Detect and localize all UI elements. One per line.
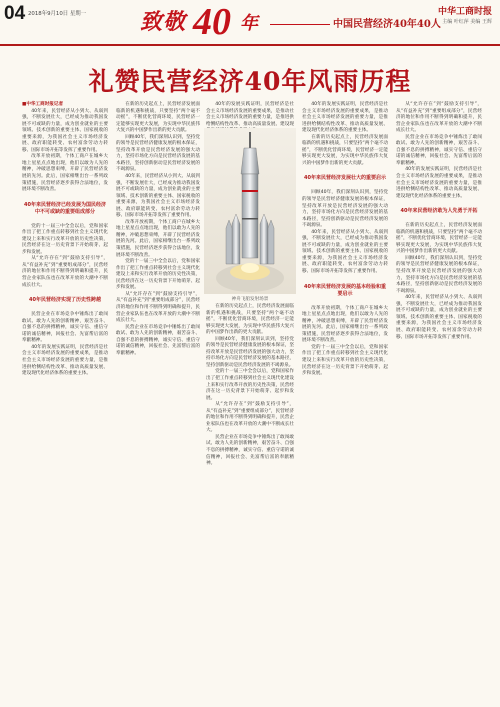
paragraph: 40年的发展实践证明，民营经济是社会主义市场经济发展的重要成果，是推动社会主义市场经济发展的重要力量，是推进供给侧结构性改革、推动高质量发展、建设现 (206, 102, 294, 127)
paragraph: 在新的历史起点上，民营经济发展面临新的机遇和挑战，只要坚持“两个毫不动摇”，不断优化营商环境，民营经济一定能够实现更大发展，为实现中华民族伟大复兴的中国梦作出新的更大贡献。 (206, 304, 294, 336)
paragraph: 回顾40年，我们深刻认识到，坚持党的领导是民营经济健康发展的根本保证，坚持改革开放是民营经济发展的强大动力，坚持市场化方向是民营经济发展的基本路径，坚持创新驱动是民营经济发展的不竭源泉。 (396, 255, 482, 294)
editor-credits: 主编 叶红萍 美编 王辉 (442, 19, 492, 25)
article-column-1 (22, 102, 108, 697)
paragraph: 从“允许存在”到“鼓励支持引导”，从“有益补充”到“重要组成部分”，民营经济的地位和作用不断得到明确和提升，民营企业家队伍也在改革开放的大潮中不断成长壮大。 (396, 102, 482, 134)
paragraph: 党的十一届三中全会以后，党和国家作出了把工作重点转移到社会主义现代化建设上来和实行改革开放的历史性决策，民营经济在这一历史背景下开始萌芽、起步和发展。 (302, 344, 388, 377)
rocket-icon (204, 128, 296, 294)
paragraph: 党的十一届三中全会以后，党和国家作出了把工作重点转移到社会主义现代化建设上来和实行改革开放的历史性决策，民营经济在这一历史背景下开始萌芽、起步和发展。 (22, 223, 108, 255)
paragraph: 回顾40年，我们深刻认识到，坚持党的领导是民营经济健康发展的根本保证，坚持改革开放是民营经济发展的强大动力，坚持市场化方向是民营经济发展的基本路径，坚持创新驱动是民营经济发展的不竭源泉。 (116, 134, 200, 173)
paragraph: 从“允许存在”到“鼓励支持引导”，从“有益补充”到“重要组成部分”，民营经济的地位和作用不断得到明确和提升，民营企业家队伍也在改革开放的大潮中不断成长壮大。 (206, 402, 294, 434)
paragraph: 40年来，民营经济从小到大、从弱到强，不断发展壮大，已经成为推动我国发展不可或缺的力量，成为创业就业的主要领域、技术创新的重要主体、国家税收的重要来源，为我国社会主义市场经济发展、政府职能转变、农村富余劳动力转移、国际市场开拓等发挥了重要作用。 (22, 108, 108, 153)
article-column-4 (302, 102, 388, 697)
column-subtitle: 中国民营经济40年40人 (270, 15, 441, 30)
paragraph: 回顾40年，我们深刻认识到，坚持党的领导是民营经济健康发展的根本保证，坚持改革开放是民营经济发展的强大动力，坚持市场化方向是民营经济发展的基本路径，坚持创新驱动是民营经济发展的不竭源泉。 (302, 190, 388, 229)
headline: 礼赞民营经济40年风雨历程 (88, 67, 412, 96)
sub-head: 40年民营经济实现了历史性跨越 (29, 297, 101, 304)
page-number: 04 (4, 3, 26, 24)
image-caption: 神舟飞船发射场景 (231, 297, 269, 302)
paragraph: 40年的发展实践证明，民营经济是社会主义市场经济发展的重要成果，是推动社会主义市场经济发展的重要力量，是推进供给侧结构性改革、推动高质量发展、建设现代化经济体系的重要主体。 (22, 344, 108, 377)
paragraph: 40年来，民营经济从小到大、从弱到强，不断发展壮大，已经成为推动我国发展不可或缺的力量，成为创业就业的主要领域、技术创新的重要主体、国家税收的重要来源，为我国社会主义市场经济发展、政府职能转变、农村富余劳动力转移、国际市场开拓等发挥了重要作用。 (396, 295, 482, 340)
paragraph: 民营企业在市场竞争中锤炼出了敢闯敢试、敢为人先的创新精神，艰苦奋斗、自强不息的拼搏精神，诚实守信、重信守诺的诚信精神，回报社会、先富帮后富的奉献精神。 (22, 312, 108, 344)
paragraph: 民营企业在市场竞争中锤炼出了敢闯敢试、敢为人先的创新精神，艰苦奋斗、自强不息的拼搏精神，诚实守信、重信守诺的诚信精神，回报社会、先富帮后富的奉献精神。 (396, 134, 482, 166)
paragraph: 从“允许存在”到“鼓励支持引导”，从“有益补充”到“重要组成部分”，民营经济的地位和作用不断得到明确和提升，民营企业家队伍也在改革开放的大潮中不断成长壮大。 (116, 291, 200, 324)
sub-head: 40年来民营经济已经发展为国民经济中不可或缺的重要组成部分 (24, 201, 106, 215)
article-column-2 (116, 102, 200, 697)
paragraph: 40年的发展实践证明，民营经济是社会主义市场经济发展的重要成果，是推动社会主义市场经济发展的重要力量，是推进供给侧结构性改革、推动高质量发展、建设现代化经济体系的重要主体。 (302, 102, 388, 134)
paragraph: 党的十一届三中全会以后，党和国家作出了把工作重点转移到社会主义现代化建设上来和实行改革开放的历史性决策，民营经济在这一历史背景下开始萌芽、起步和发展。 (206, 369, 294, 401)
paragraph: 40年来，民营经济从小到大、从弱到强，不断发展壮大，已经成为推动我国发展不可或缺的力量，成为创业就业的主要领域、技术创新的重要主体、国家税收的重要来源，为我国社会主义市场经济发展、政府职能转变、农村富余劳动力转移、国际市场开拓等发挥了重要作用。 (116, 174, 200, 219)
column-title-part1: 致敬 (140, 9, 187, 35)
rocket-illustration (204, 128, 296, 294)
paragraph: 在新的历史起点上，民营经济发展面临新的机遇和挑战，只要坚持“两个毫不动摇”，不断优化营商环境，民营经济一定能够实现更大发展，为实现中华民族伟大复兴的中国梦作出新的更大贡献。 (302, 134, 388, 166)
paragraph: 40年的发展实践证明，民营经济是社会主义市场经济发展的重要成果，是推动社会主义市场经济发展的重要力量，是推进供给侧结构性改革、推动高质量发展、建设现代化经济体系的重要主体。 (396, 167, 482, 199)
sub-head: 40年来民营经济发展壮大的重要启示 (304, 175, 386, 182)
paragraph: 从“允许存在”到“鼓励支持引导”，从“有益补充”到“重要组成部分”，民营经济的地位和作用不断得到明确和提升，民营企业家队伍也在改革开放的大潮中不断成长壮大。 (22, 256, 108, 288)
paragraph: 在新的历史起点上，民营经济发展面临新的机遇和挑战，只要坚持“两个毫不动摇”，不断优化营商环境，民营经济一定能够实现更大发展，为实现中华民族伟大复兴的中国梦作出新的更大贡献。 (396, 223, 482, 255)
paragraph: 民营企业在市场竞争中锤炼出了敢闯敢试、敢为人先的创新精神，艰苦奋斗、自强不息的拼搏精神，诚实守信、重信守诺的诚信精神，回报社会、先富帮后富的奉献精神。 (206, 434, 294, 467)
paragraph: 改革开放初期，个体工商户在城乡大地上星星点点地出现，他们以敢为人先的精神，冲破思想束缚，开辟了民营经济发展的先河。此后，国家相继出台一系列政策措施，民营经济逐步获得合法地位，发展环境不断改善。 (22, 154, 108, 193)
masthead-rule (0, 44, 500, 46)
paragraph: 40年来，民营经济从小到大、从弱到强，不断发展壮大，已经成为推动我国发展不可或缺的力量，成为创业就业的主要领域、技术创新的重要主体、国家税收的重要来源，为我国社会主义市场经济发展、政府职能转变、农村富余劳动力转移、国际市场开拓等发挥了重要作用。 (302, 229, 388, 275)
paragraph: 在新的历史起点上，民营经济发展面临新的机遇和挑战，只要坚持“两个毫不动摇”，不断优化营商环境，民营经济一定能够实现更大发展，为实现中华民族伟大复兴的中国梦作出新的更大贡献。 (116, 102, 200, 134)
paragraph: 回顾40年，我们深刻认识到，坚持党的领导是民营经济健康发展的根本保证，坚持改革开放是民营经济发展的强大动力，坚持市场化方向是民营经济发展的基本路径，坚持创新驱动是民营经济发展的不竭源泉。 (206, 336, 294, 368)
sub-head: 40年来民营经济发展的基本经验和重要启示 (304, 283, 386, 297)
article-column-5 (396, 102, 482, 697)
sub-head: 40年来民营经济敢为人先勇于开拓 (400, 208, 478, 215)
paragraph: 改革开放初期，个体工商户在城乡大地上星星点点地出现，他们以敢为人先的精神，冲破思想束缚，开辟了民营经济发展的先河。此后，国家相继出台一系列政策措施，民营经济逐步获得合法地位，发展环境不断改善。 (302, 305, 388, 344)
column-title-part2: 年 (240, 13, 258, 34)
paragraph: 党的十一届三中全会以后，党和国家作出了把工作重点转移到社会主义现代化建设上来和实行改革开放的历史性决策，民营经济在这一历史背景下开始萌芽、起步和发展。 (116, 259, 200, 291)
paper-name: 中华工商时报 (437, 7, 492, 17)
paragraph: 民营企业在市场竞争中锤炼出了敢闯敢试、敢为人先的创新精神，艰苦奋斗、自强不息的拼搏精神，诚实守信、重信守诺的诚信精神，回报社会、先富帮后富的奉献精神。 (116, 324, 200, 356)
date-line: 2018年9月10日 星期一 (28, 11, 87, 17)
article-column-3-bottom (206, 304, 294, 697)
column-title-forty: 40 (193, 1, 231, 43)
paragraph: 改革开放初期，个体工商户在城乡大地上星星点点地出现，他们以敢为人先的精神，冲破思想束缚，开辟了民营经济发展的先河。此后，国家相继出台一系列政策措施，民营经济逐步获得合法地位，发展环境不断改善。 (116, 219, 200, 258)
article-column-3-top (206, 102, 294, 126)
masthead (0, 0, 500, 62)
byline: ■中华工商时报记者 (22, 102, 64, 107)
